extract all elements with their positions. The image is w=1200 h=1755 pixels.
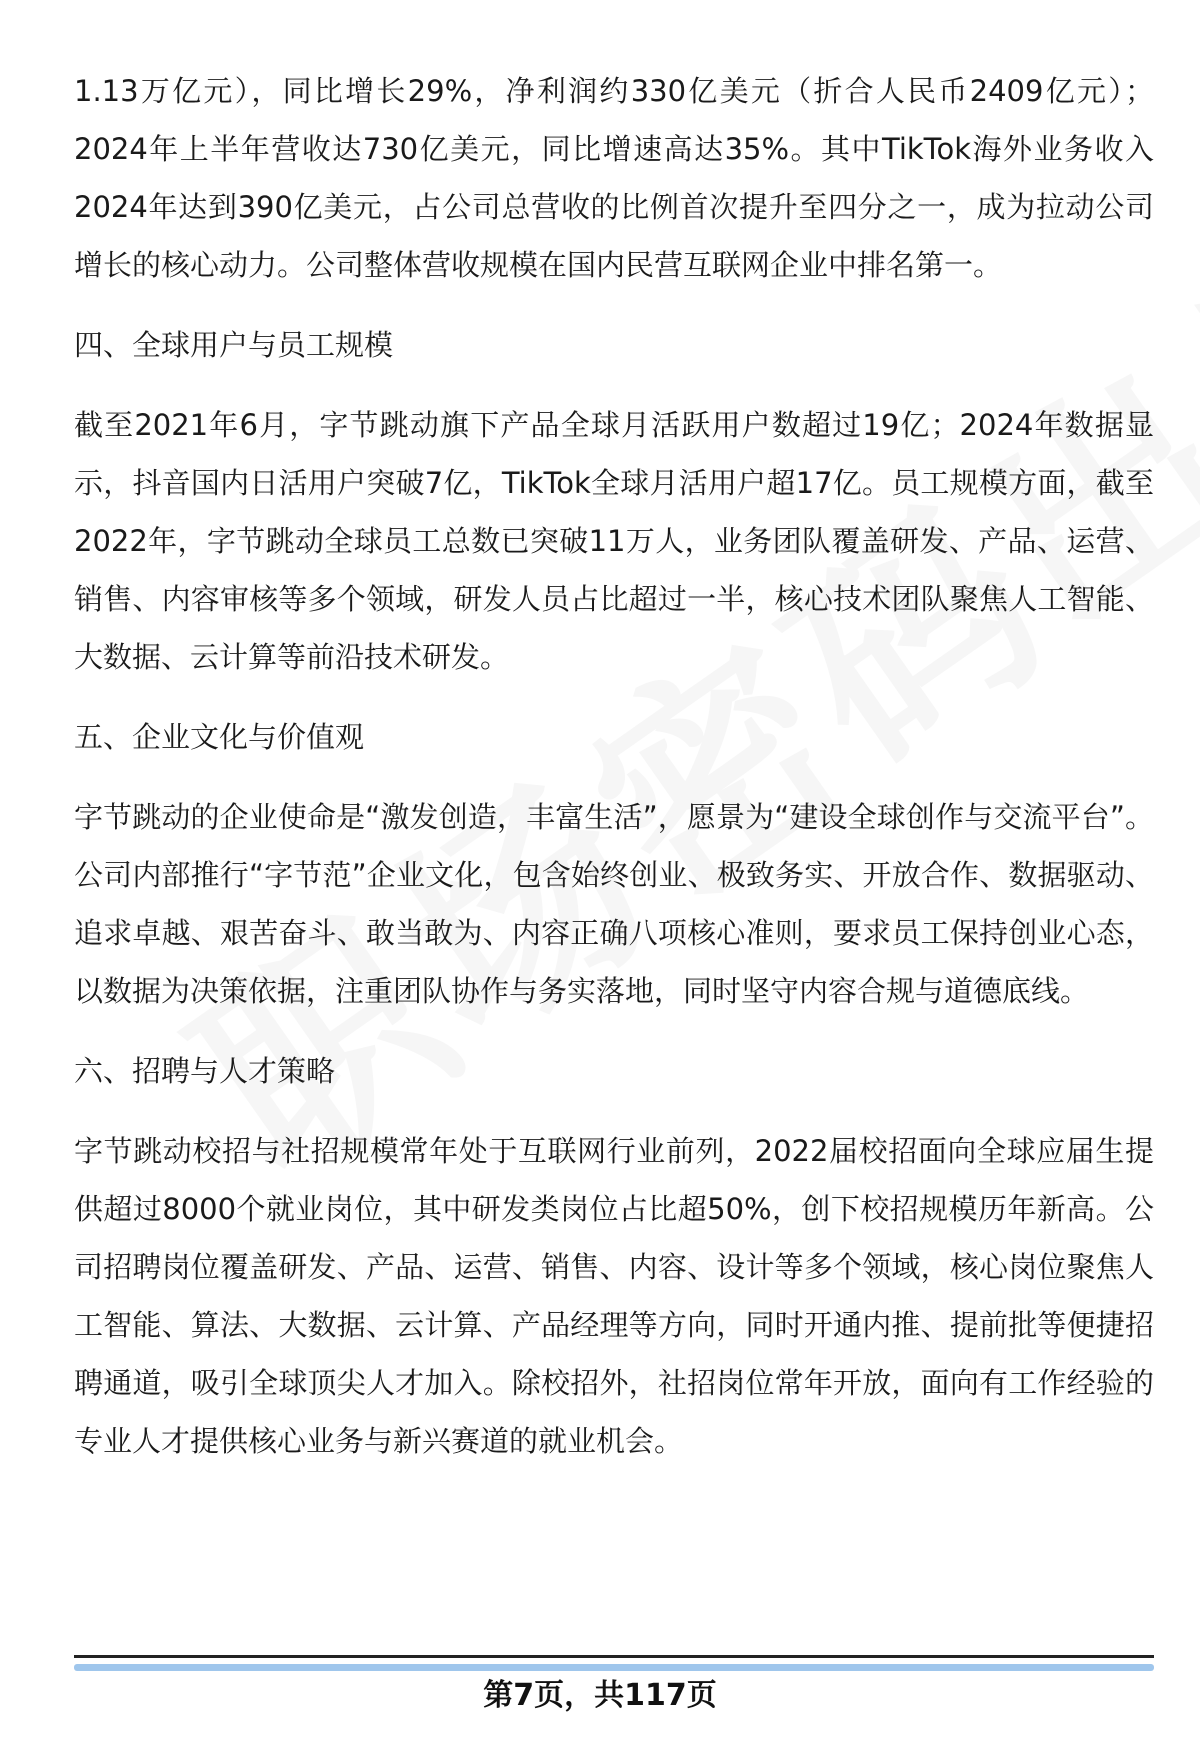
paragraph-revenue: 1.13万亿元），同比增长29%，净利润约330亿美元（折合人民币2409亿元）；2024年上半年营收达730亿美元，同比增速高达35%。其中TikTok海外业务收入2024年达到390亿美元，占公司总营收的比例首次提升至四分之一，成为拉动公司增长的核心动力。公司整体营收规模在国内民营互联网企业中排名第一。 bbox=[74, 74, 1154, 282]
page-number: 第7页，共117页 bbox=[483, 1678, 717, 1713]
section-heading-culture: 五、企业文化与价值观 bbox=[74, 720, 365, 754]
paragraph-culture: 字节跳动的企业使命是“激发创造，丰富生活”，愿景为“建设全球创作与交流平台”。公司内部推行“字节范”企业文化，包含始终创业、极致务实、开放合作、数据驱动、追求卓越、艰苦奋斗、敢当敢为、内容正确八项核心准则，要求员工保持创业心态，以数据为决策依据，注重团队协作与务实落地，同时坚守内容合规与道德底线。 bbox=[74, 800, 1154, 1008]
section-heading-users-staff: 四、全球用户与员工规模 bbox=[74, 328, 394, 362]
document-body bbox=[74, 62, 1154, 1492]
section-heading-recruiting: 六、招聘与人才策略 bbox=[74, 1054, 336, 1088]
footer-divider bbox=[74, 1655, 1154, 1658]
paragraph-recruiting: 字节跳动校招与社招规模常年处于互联网行业前列，2022届校招面向全球应届生提供超过8000个就业岗位，其中研发类岗位占比超50%，创下校招规模历年新高。公司招聘岗位覆盖研发、产品、运营、销售、内容、设计等多个领域，核心岗位聚焦人工智能、算法、大数据、云计算、产品经理等方向，同时开通内推、提前批等便捷招聘通道，吸引全球顶尖人才加入。除校招外，社招岗位常年开放，面向有工作经验的专业人才提供核心业务与新兴赛道的就业机会。 bbox=[74, 1134, 1154, 1458]
paragraph-users-staff: 截至2021年6月，字节跳动旗下产品全球月活跃用户数超过19亿；2024年数据显示，抖音国内日活用户突破7亿，TikTok全球月活用户超17亿。员工规模方面，截至2022年，字节跳动全球员工总数已突破11万人，业务团队覆盖研发、产品、运营、销售、内容审核等多个领域，研发人员占比超过一半，核心技术团队聚焦人工智能、大数据、云计算等前沿技术研发。 bbox=[74, 408, 1154, 674]
